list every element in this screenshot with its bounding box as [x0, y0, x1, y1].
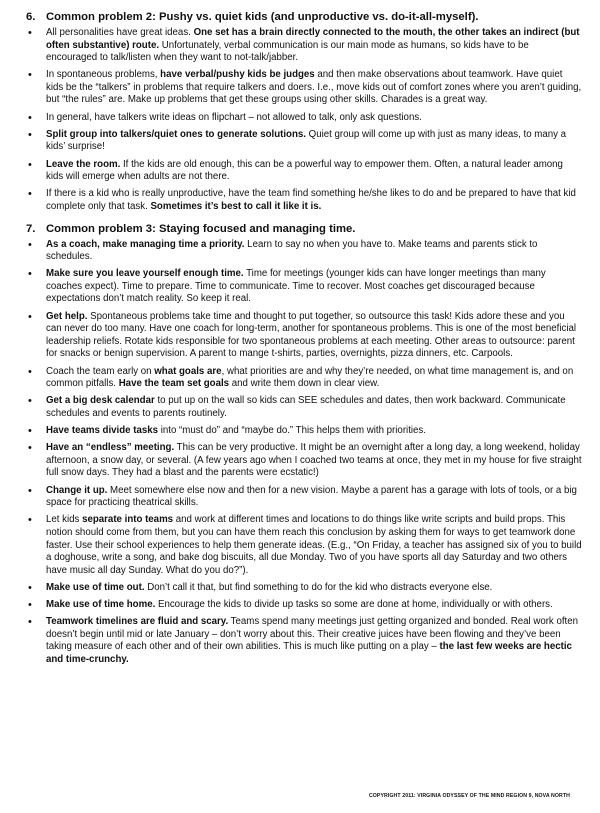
list-item: [26, 188, 582, 213]
text-run: and work at different times and locations to do things like write scripts and build props. This notion should come from them, but you can have them reach this conclusion by asking them for ways to get teamwork done faster. Use their school experiences to help them generate ideas. (E.g., “On Friday, a teacher has assigned six of you to build a doghouse, write a song, and bake dog biscuits, all due Monday. Two of you have sports all day Saturday and two others have music all day Sunday. What do you do?”).: [46, 514, 582, 576]
list-item: [26, 268, 582, 306]
text-run: In spontaneous problems,: [46, 69, 161, 81]
bold-text-run: what goals are: [154, 365, 222, 377]
list-item: [26, 112, 582, 125]
text-run: to put up on the wall so kids can SEE schedules and dates, then work backward. Communicate schedules and events to parents routinely.: [46, 395, 566, 419]
list-item: [26, 129, 582, 154]
bold-text-run: Sometimes it’s best to call it like it is.: [150, 201, 322, 212]
list-item: [26, 69, 582, 107]
text-run: All personalities have great ideas.: [46, 27, 194, 38]
section-6-list: [26, 27, 582, 214]
list-item: [26, 239, 582, 264]
list-item: [26, 311, 582, 361]
list-item: [26, 616, 582, 666]
bold-text-run: Get a big desk calendar: [46, 395, 155, 407]
list-item: [26, 27, 582, 65]
section-7-list: [26, 239, 582, 667]
bold-text-run: separate into teams: [82, 514, 174, 526]
text-run: , what priorities are and why they’re needed, on what time management is, and on common pitfalls.: [46, 365, 574, 390]
text-run: If there is a kid who is really unproductive, have the team find something he/she likes to do and be prepared to have that kid complete only that task.: [46, 188, 576, 212]
bold-text-run: Change it up.: [46, 484, 108, 496]
copyright-footer: COPYRIGHT 2011: VIRGINIA ODYSSEY OF THE MIND REGION 9, NOVA NORTH: [368, 793, 570, 799]
text-run: and write them down in clear view.: [229, 378, 380, 390]
section-7-number: 7.: [26, 222, 36, 235]
text-run: and then make observations about teamwork. Have quiet kids be the “talkers” in problems that require talkers and doers. I.e., move kids out of comfort zones where you aren’t guiding, but “the rules” are. Make up problems that get these groups using other skills. Charades is a great way.: [46, 69, 582, 106]
list-item: [26, 514, 582, 577]
text-run: Let kids: [46, 514, 83, 526]
text-run: Spontaneous problems take time and thought to put together, so outsource this task! Kids adore these and you can never do too many. Have one coach for long-term, another for spontaneous problems. This is one of the most beneficial leadership reliefs. Rotate kids responsible for two spontaneous problems at each meeting. Other areas to outsource: parent for snacks or benign supervision. A parent to mange t-shirts, parties, overnights, pizza dinners, etc. Carpools.: [46, 310, 577, 360]
bold-text-run: Teamwork timelines are fluid and scary.: [46, 616, 229, 628]
bold-text-run: Leave the room.: [46, 158, 121, 170]
text-run: Meet somewhere else now and then for a new vision. Maybe a parent has a garage with lots of tools, or a big space for practicing theatrical skills.: [46, 484, 577, 509]
bold-text-run: have verbal/pushy kids be judges: [160, 69, 315, 81]
bold-text-run: Make use of time out.: [46, 581, 145, 593]
text-run: Learn to say no when you have to. Make teams and parents stick to schedules.: [46, 238, 538, 263]
text-run: Time for meetings (younger kids can have longer meetings than many coaches expect). Time to prepare. Time to communicate. Time to recover. Most coaches get discouraged because expectations don’t match reality. So keep it real.: [46, 268, 546, 305]
bold-text-run: As a coach, make managing time a priority.: [46, 238, 245, 250]
list-item: [26, 159, 582, 184]
list-item: [26, 485, 582, 510]
section-6-title: Common problem 2: Pushy vs. quiet kids (and unproductive vs. do-it-all-myself).: [46, 11, 479, 23]
text-run: Don’t call it that, but find something to do for the kid who distracts everyone else.: [144, 581, 493, 593]
bold-text-run: Have the team set goals: [118, 378, 230, 390]
bold-text-run: Get help.: [46, 310, 88, 322]
bold-text-run: Make use of time home.: [46, 599, 156, 611]
section-6-number: 6.: [26, 11, 36, 23]
bold-text-run: One set has a brain directly connected to the mouth, the other takes an indirect (but often substantive) route.: [46, 27, 580, 51]
bold-text-run: Split group into talkers/quiet ones to generate solutions.: [46, 128, 306, 140]
text-run: In general, have talkers write ideas on flipchart – not allowed to talk, only ask questions.: [46, 111, 422, 123]
document-page: [26, 10, 582, 671]
list-item: [26, 582, 582, 595]
bold-text-run: Have teams divide tasks: [46, 425, 159, 437]
bold-text-run: Have an “endless” meeting.: [46, 442, 175, 454]
section-7-heading: [26, 222, 582, 236]
text-run: into “must do” and “maybe do.” This helps them with priorities.: [158, 425, 426, 437]
list-item: [26, 442, 582, 480]
text-run: Coach the team early on: [46, 365, 155, 377]
section-6-heading: [26, 10, 582, 24]
list-item: [26, 395, 582, 420]
text-run: Unfortunately, verbal communication is our main mode as humans, so kids have to be encouraged to talk/listen when they want to not-talk/jabber.: [46, 39, 529, 64]
section-7-title: Common problem 3: Staying focused and managing time.: [46, 222, 356, 235]
bold-text-run: Make sure you leave yourself enough time.: [46, 268, 244, 280]
list-item: [26, 425, 582, 438]
text-run: If the kids are old enough, this can be a powerful way to empower them. Often, a natural leader among kids will emerge when adults are not there.: [46, 158, 563, 183]
text-run: Teams spend many meetings just getting organized and bonded. Real work often doesn’t begin until mid or late January – don’t worry about this. Their creative juices have been flowing and they’ve been taking measure of each other and of their own abilities. This is much like putting on a play –: [46, 616, 579, 653]
list-item: [26, 599, 582, 612]
bold-text-run: the last few weeks are hectic and time-crunchy.: [46, 641, 572, 665]
text-run: Quiet group will come up with just as many ideas, to many a kids’ surprise!: [46, 128, 567, 153]
text-run: This can be very productive. It might be an overnight after a long day, a long weekend, holiday afternoon, a snow day, or several. (A few years ago when I coached two teams at once, they met in my house for five straight full snow days. They had a blast and the parents were ecstatic!): [46, 442, 582, 479]
text-run: Encourage the kids to divide up tasks so some are done at home, individually or with others.: [155, 599, 553, 611]
list-item: [26, 366, 582, 391]
